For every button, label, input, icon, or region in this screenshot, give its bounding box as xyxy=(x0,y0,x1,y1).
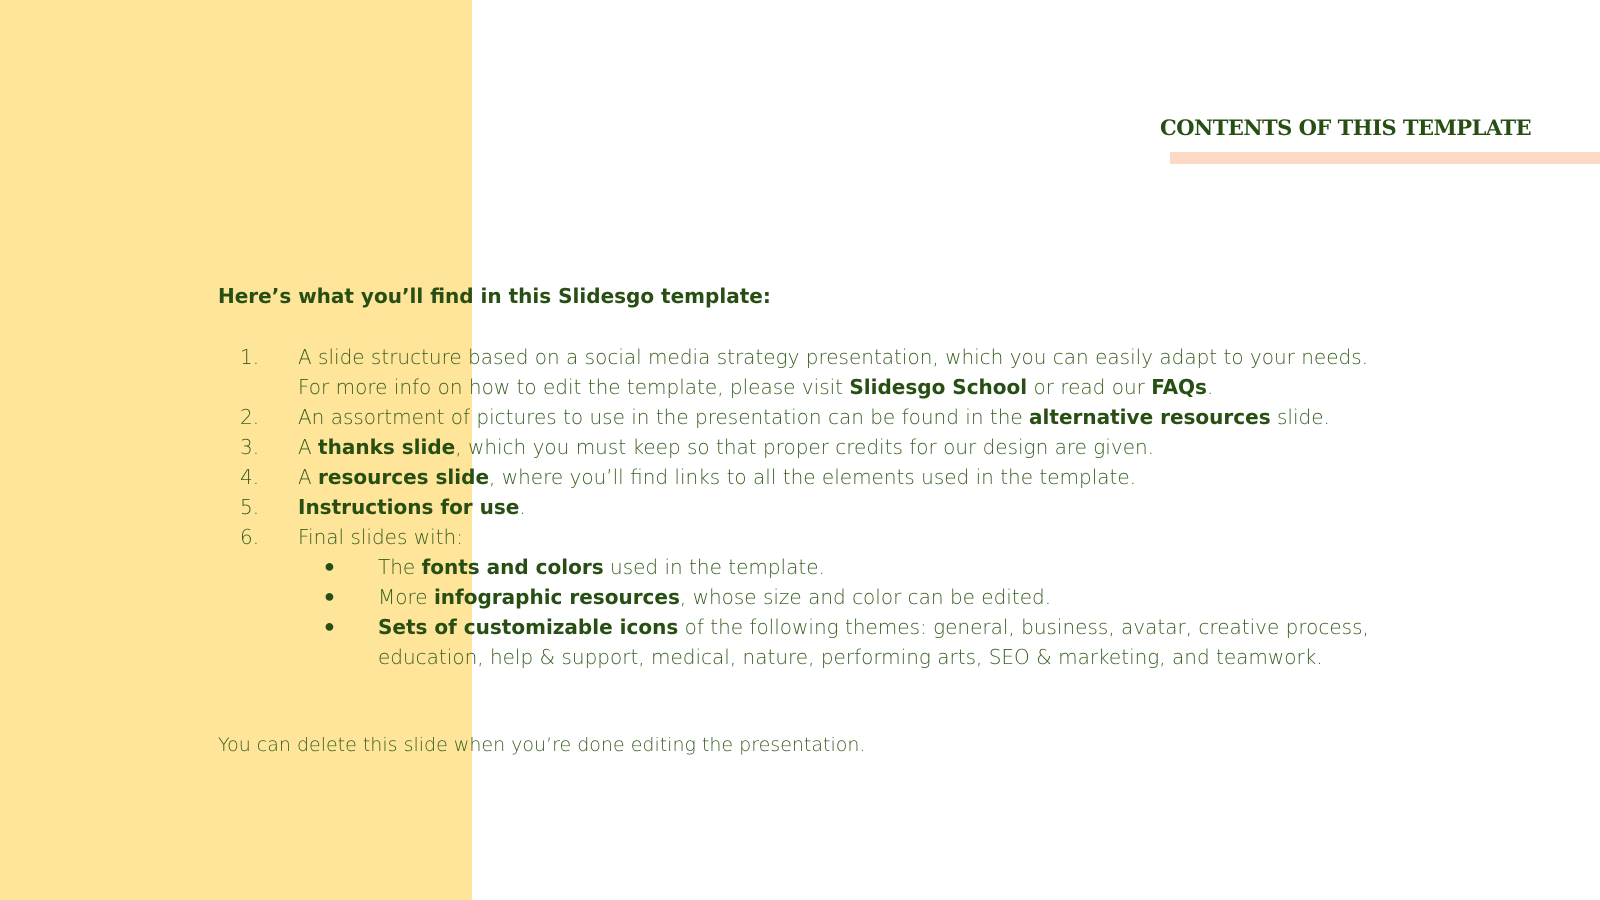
list-item-text: , where you’ll find links to all the elements used in the template. xyxy=(489,465,1137,489)
sublist-item xyxy=(298,552,1418,582)
list-item xyxy=(218,492,1418,522)
emphasis-text: Sets of customizable icons xyxy=(378,615,679,639)
list-item-text: . xyxy=(1206,375,1214,399)
emphasis-text: resources slide xyxy=(318,465,490,489)
list-number: 2. xyxy=(240,405,260,429)
list-item xyxy=(218,432,1418,462)
intro-heading: Here’s what you’ll find in this Slidesgo template: xyxy=(218,284,771,308)
sublist-item-text: , whose size and color can be edited. xyxy=(679,585,1052,609)
list-item xyxy=(218,402,1418,432)
sublist-item-text: education, help & support, medical, nature, performing arts, SEO & marketing, and teamwork. xyxy=(378,645,1323,669)
list-number: 4. xyxy=(240,465,260,489)
list-item xyxy=(218,462,1418,492)
emphasis-text: thanks slide xyxy=(318,435,456,459)
faqs-link[interactable]: FAQs xyxy=(1151,375,1207,399)
list-number: 6. xyxy=(240,525,260,549)
final-slides-sublist xyxy=(298,552,1418,672)
list-item-text: For more info on how to edit the template, please visit xyxy=(298,375,850,399)
list-item-text: slide. xyxy=(1270,405,1330,429)
sublist-item-text: More xyxy=(378,585,434,609)
list-item-text: , which you must keep so that proper credits for our design are given. xyxy=(455,435,1155,459)
list-item-text: A xyxy=(298,435,319,459)
list-item xyxy=(218,522,1418,672)
emphasis-text: infographic resources xyxy=(433,585,680,609)
list-item-text: or read our xyxy=(1027,375,1152,399)
slidesgo-school-link[interactable]: Slidesgo School xyxy=(849,375,1028,399)
bullet-icon: ● xyxy=(324,586,335,607)
sublist-item-text: used in the template. xyxy=(603,555,825,579)
list-item-text: A slide structure based on a social media strategy presentation, which you can easily adapt to your needs. xyxy=(298,345,1368,369)
title-underline-bar xyxy=(1170,152,1600,164)
list-number: 5. xyxy=(240,495,260,519)
list-number: 1. xyxy=(240,345,260,369)
list-item-text: A xyxy=(298,465,319,489)
bullet-icon: ● xyxy=(324,616,335,637)
list-item-text: An assortment of pictures to use in the presentation can be found in the xyxy=(298,405,1030,429)
list-item xyxy=(218,342,1418,402)
list-item-text: . xyxy=(519,495,526,519)
footer-note: You can delete this slide when you’re done editing the presentation. xyxy=(218,734,866,756)
list-item-text: Final slides with: xyxy=(298,525,463,549)
list-number: 3. xyxy=(240,435,260,459)
bullet-icon: ● xyxy=(324,556,335,577)
sublist-item-text: of the following themes: general, business, avatar, creative process, xyxy=(678,615,1369,639)
emphasis-text: alternative resources xyxy=(1029,405,1271,429)
emphasis-text: Instructions for use xyxy=(298,495,520,519)
sublist-item xyxy=(298,582,1418,612)
slide-content xyxy=(218,280,1418,672)
emphasis-text: fonts and colors xyxy=(421,555,604,579)
sublist-item xyxy=(298,612,1418,672)
sublist-item-text: The xyxy=(378,555,422,579)
slide-title: CONTENTS OF THIS TEMPLATE xyxy=(1160,115,1532,140)
contents-list xyxy=(218,342,1418,672)
